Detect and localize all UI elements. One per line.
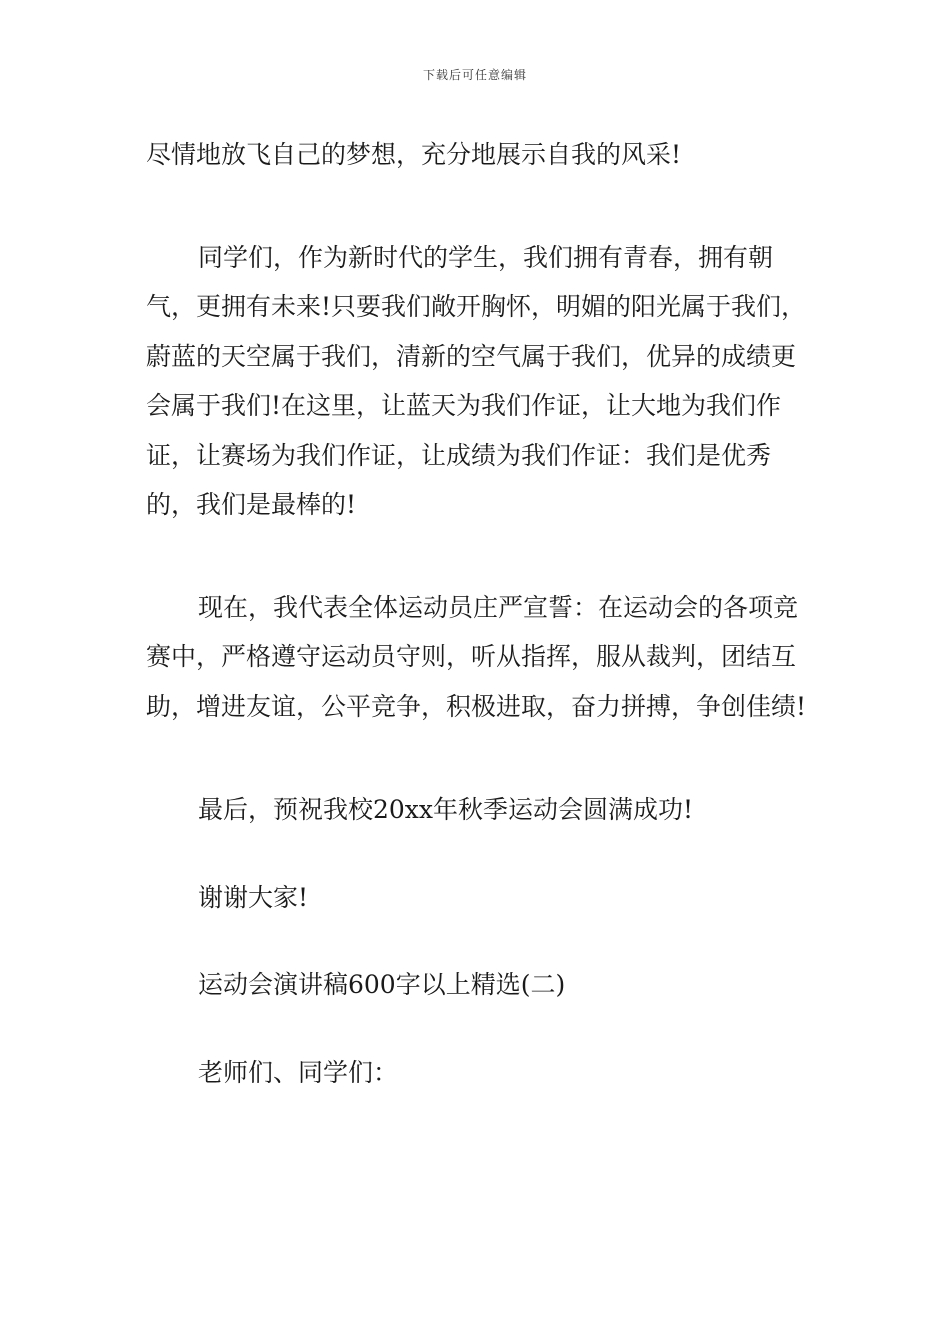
paragraph-5: 谢谢大家! [198,882,309,912]
document-body [146,130,816,1097]
paragraph-4: 最后，预祝我校20xx年秋季运动会圆满成功! [198,795,694,824]
paragraph-3: 现在，我代表全体运动员庄严宣誓：在运动会的各项竞赛中，严格遵守运动员守则，听从指挥，服从裁判，团结互助，增进友谊，公平竞争，积极进取，奋力拼搏，争创佳绩! [146,592,807,721]
salutation: 老师们、同学们： [198,1057,399,1087]
section-heading: 运动会演讲稿600字以上精选(二) [198,970,566,999]
page-header: 下载后可任意编辑 [422,68,527,82]
paragraph-1: 尽情地放飞自己的梦想，充分地展示自我的风采! [146,140,682,169]
paragraph-2: 同学们，作为新时代的学生，我们拥有青春，拥有朝气，更拥有未来!只要我们敞开胸怀，明媚的阳光属于我们，蔚蓝的天空属于我们，清新的空气属于我们，优异的成绩更会属于我们!在这里，让蓝天为我们作证，让大地为我们作证，让赛场为我们作证，让成绩为我们作证：我们是优秀的，我们是最棒的! [146,242,807,519]
